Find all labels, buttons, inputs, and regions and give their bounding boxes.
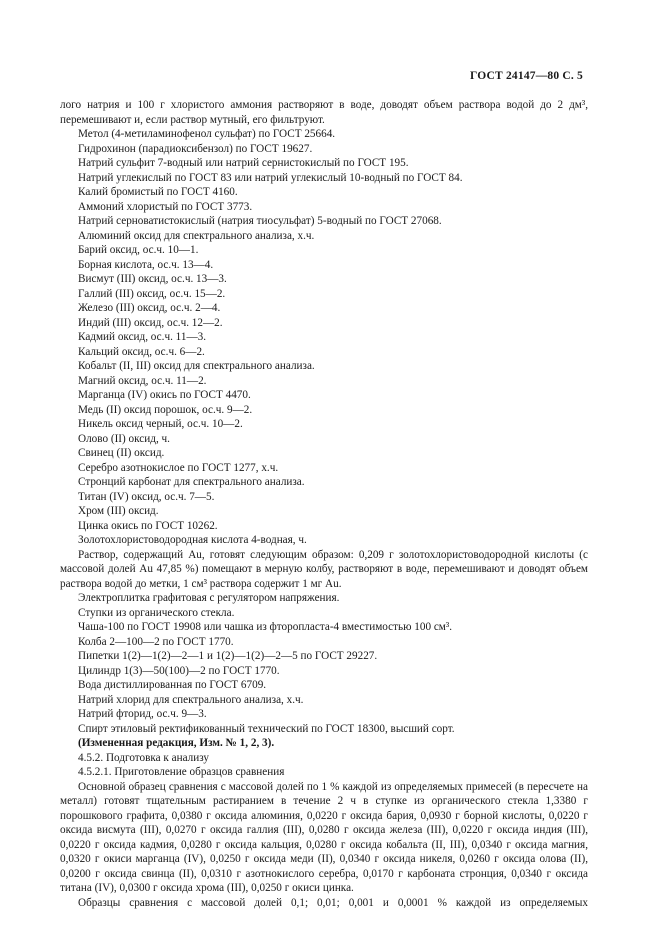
paragraph: Хром (III) оксид. bbox=[78, 505, 159, 517]
paragraph: Спирт этиловый ректификованный технический по ГОСТ 18300, высший сорт. bbox=[78, 722, 455, 735]
paragraph: Марганца (IV) окись по ГОСТ 4470. bbox=[78, 389, 251, 401]
paragraph: 4.5.2.1. Приготовление образцов сравнения bbox=[78, 766, 285, 778]
paragraph: Вода дистиллированная по ГОСТ 6709. bbox=[78, 679, 267, 691]
paragraph: Кадмий оксид, ос.ч. 11—3. bbox=[78, 331, 207, 343]
paragraph: Натрий фторид, ос.ч. 9—3. bbox=[78, 708, 207, 720]
paragraph: Серебро азотнокислое по ГОСТ 1277, х.ч. bbox=[78, 461, 279, 474]
paragraph: Пипетки 1(2)—1(2)—2—1 и 1(2)—1(2)—2—5 по ГОСТ 29227. bbox=[78, 650, 378, 662]
paragraph: Кобальт (II, III) оксид для спектрального анализа. bbox=[78, 360, 315, 372]
paragraph: Калий бромистый по ГОСТ 4160. bbox=[78, 186, 238, 198]
revision-note: (Измененная редакция, Изм. № 1, 2, 3). bbox=[78, 737, 275, 749]
paragraph: Ступки из органического стекла. bbox=[78, 606, 235, 619]
paragraph: Кальций оксид, ос.ч. 6—2. bbox=[78, 345, 205, 358]
paragraph: Образцы сравнения с массовой долей 0,1; 0,01; 0,001 и 0,0001 % каждой из определяемых bbox=[78, 896, 588, 909]
paragraph: Стронций карбонат для спектрального анализа. bbox=[78, 476, 305, 488]
paragraph: Натрий углекислый по ГОСТ 83 или натрий углекислый 10-водный по ГОСТ 84. bbox=[78, 171, 463, 184]
paragraph: Натрий хлорид для спектрального анализа, х.ч. bbox=[78, 693, 304, 706]
paragraph: Метол (4-метиламинофенол сульфат) по ГОСТ 25664. bbox=[78, 128, 336, 140]
paragraph: лого натрия и 100 г хлористого аммония растворяют в воде, доводят объем раствора водой до 2 дм³, перемешивают и, если раствор мутный, его фильтруют. bbox=[60, 99, 588, 126]
paragraph: Чаша-100 по ГОСТ 19908 или чашка из фторопласта-4 вместимостью 100 см³. bbox=[78, 621, 453, 633]
paragraph: Никель оксид черный, ос.ч. 10—2. bbox=[78, 418, 243, 430]
paragraph: Аммоний хлористый по ГОСТ 3773. bbox=[78, 200, 253, 213]
paragraph: Галлий (III) оксид, ос.ч. 15—2. bbox=[78, 287, 226, 300]
paragraph: Борная кислота, ос.ч. 13—4. bbox=[78, 258, 214, 271]
paragraph: Олово (II) оксид, ч. bbox=[78, 432, 170, 445]
paragraph: Алюминий оксид для спектрального анализа, х.ч. bbox=[78, 229, 315, 242]
paragraph: Цинка окись по ГОСТ 10262. bbox=[78, 519, 218, 532]
paragraph: Раствор, содержащий Au, готовят следующим образом: 0,209 г золотохлористоводородной кислоты (с массовой долей Au 47,85 %) помещают в мерную колбу, растворяют в воде, перемешивают и доводят объем раствора водой до метки, 1 см³ раствора содержит 1 мг Au. bbox=[60, 548, 588, 590]
paragraph: Цилиндр 1(3)—50(100)—2 по ГОСТ 1770. bbox=[78, 664, 280, 677]
paragraph: Колба 2—100—2 по ГОСТ 1770. bbox=[78, 635, 234, 648]
paragraph: Натрий серноватистокислый (натрия тиосульфат) 5-водный по ГОСТ 27068. bbox=[78, 215, 442, 227]
paragraph: Индий (III) оксид, ос.ч. 12—2. bbox=[78, 316, 223, 329]
paragraph: Гидрохинон (парадиоксибензол) по ГОСТ 19627. bbox=[78, 142, 313, 155]
paragraph: Магний оксид, ос.ч. 11—2. bbox=[78, 374, 207, 387]
paragraph: Золотохлористоводородная кислота 4-водная, ч. bbox=[78, 534, 307, 546]
paragraph: Медь (II) оксид порошок, ос.ч. 9—2. bbox=[78, 403, 253, 416]
paragraph: Натрий сульфит 7-водный или натрий сернистокислый по ГОСТ 195. bbox=[78, 157, 409, 169]
paragraph: Основной образец сравнения с массовой долей по 1 % каждой из определяемых примесей (в пересчете на металл) готовят тщательным растиранием в течение 2 ч в ступке из органического стекла 1,3380 г порошкового графита, 0,0380 г оксида алюминия, 0,0220 г оксида бария, 0,0930 г борной кислоты, 0,0220 г оксида висмута (III), 0,0270 г оксида галлия (III), 0,0280 г оксида железа (III), 0,0220 г оксида индия (III), 0,0220 г оксида кадмия, 0,0280 г оксида кальция, 0,0280 г оксида кобальта (II, III), 0,0340 г оксида магния, 0,0320 г окиси марганца (IV), 0,0250 г оксида меди (II), 0,0340 г оксида никеля, 0,0260 г оксида олова (II), 0,0200 г оксида свинца (II), 0,0310 г азотнокислого серебра, 0,0170 г карбоната стронция, 0,0340 г оксида титана (IV), 0,0300 г оксида хрома (III), 0,0250 г окиси цинка. bbox=[60, 780, 588, 894]
paragraph: Свинец (II) оксид. bbox=[78, 447, 165, 459]
paragraph: Титан (IV) оксид, ос.ч. 7—5. bbox=[78, 490, 215, 503]
paragraph: 4.5.2. Подготовка к анализу bbox=[78, 751, 210, 764]
document-body bbox=[60, 98, 588, 910]
paragraph: Барий оксид, ос.ч. 10—1. bbox=[78, 244, 199, 256]
page-header: ГОСТ 24147—80 С. 5 bbox=[470, 70, 583, 82]
paragraph: Железо (III) оксид, ос.ч. 2—4. bbox=[78, 302, 221, 314]
paragraph: Висмут (III) оксид, ос.ч. 13—3. bbox=[78, 273, 227, 285]
paragraph: Электроплитка графитовая с регулятором напряжения. bbox=[78, 592, 340, 604]
